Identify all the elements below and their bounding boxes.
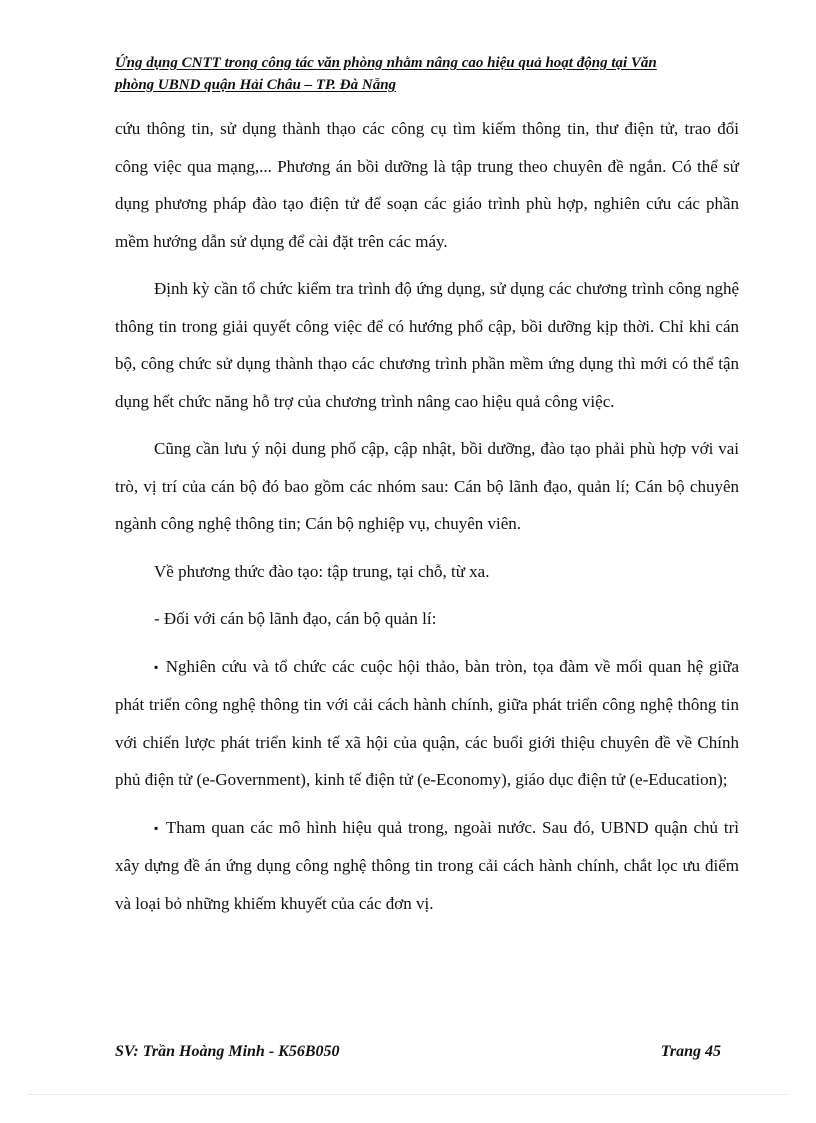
footer-author: SV: Trần Hoàng Minh - K56B050 (115, 1043, 340, 1060)
document-body (115, 110, 739, 932)
bullet-item-text: Tham quan các mô hình hiệu quả trong, ngoài nước. Sau đó, UBND quận chủ trì xây dựng đề án ứng dụng công nghệ thông tin trong cải cách hành chính, chắt lọc ưu điểm và loại bỏ những khiếm khuyết của các đơn vị. (115, 817, 739, 913)
paragraph-periodic-check: Định kỳ cần tổ chức kiểm tra trình độ ứng dụng, sử dụng các chương trình công nghệ thông tin trong giải quyết công việc để có hướng phổ cập, bồi dưỡng kịp thời. Chỉ khi cán bộ, công chức sử dụng thành thạo các chương trình phần mềm ứng dụng thì mới có thể tận dụng hết chức năng hỗ trợ của chương trình nâng cao hiệu quả công việc. (115, 279, 739, 411)
running-header (115, 52, 727, 96)
paragraph-leaders-heading: - Đối với cán bộ lãnh đạo, cán bộ quản lí: (154, 609, 437, 628)
page-footer (115, 1043, 721, 1067)
bullet-marker: ▪ (154, 659, 160, 674)
bullet-item-visit (115, 809, 739, 923)
bullet-item-text: Nghiên cứu và tổ chức các cuộc hội thảo, bàn tròn, tọa đàm về mối quan hệ giữa phát triển công nghệ thông tin với cải cách hành chính, giữa phát triển công nghệ thông tin với chiến lược phát triển kinh tế xã hội của quận, các buổi giới thiệu chuyên đề về Chính phủ điện tử (e-Government), kinh tế điện tử (e-Economy), giáo dục điện tử (e-Education); (115, 656, 739, 789)
paragraph-continuation: cứu thông tin, sử dụng thành thạo các công cụ tìm kiếm thông tin, thư điện tử, trao đổi công việc qua mạng,... Phương án bồi dưỡng là tập trung theo chuyên đề ngắn. Có thể sử dụng phương pháp đào tạo điện tử để soạn các giáo trình phù hợp, nghiên cứu các phần mềm hướng dẫn sử dụng để cài đặt trên các máy. (115, 119, 739, 251)
header-line-2: phòng UBND quận Hải Châu – TP. Đà Nẵng (115, 77, 397, 93)
page-edge-divider (28, 1094, 788, 1095)
bullet-marker: ▪ (154, 820, 160, 835)
bullet-item-research (115, 648, 739, 799)
footer-page-number: Trang 45 (660, 1043, 721, 1060)
header-line-1: Ứng dụng CNTT trong công tác văn phòng nhằm nâng cao hiệu quả hoạt động tại Văn (115, 55, 657, 71)
paragraph-content-groups: Cũng cần lưu ý nội dung phổ cập, cập nhật, bồi dưỡng, đào tạo phải phù hợp với vai trò, vị trí của cán bộ đó bao gồm các nhóm sau: Cán bộ lãnh đạo, quản lí; Cán bộ chuyên ngành công nghệ thông tin; Cán bộ nghiệp vụ, chuyên viên. (115, 439, 739, 533)
paragraph-training-methods: Về phương thức đào tạo: tập trung, tại chỗ, từ xa. (154, 561, 490, 581)
